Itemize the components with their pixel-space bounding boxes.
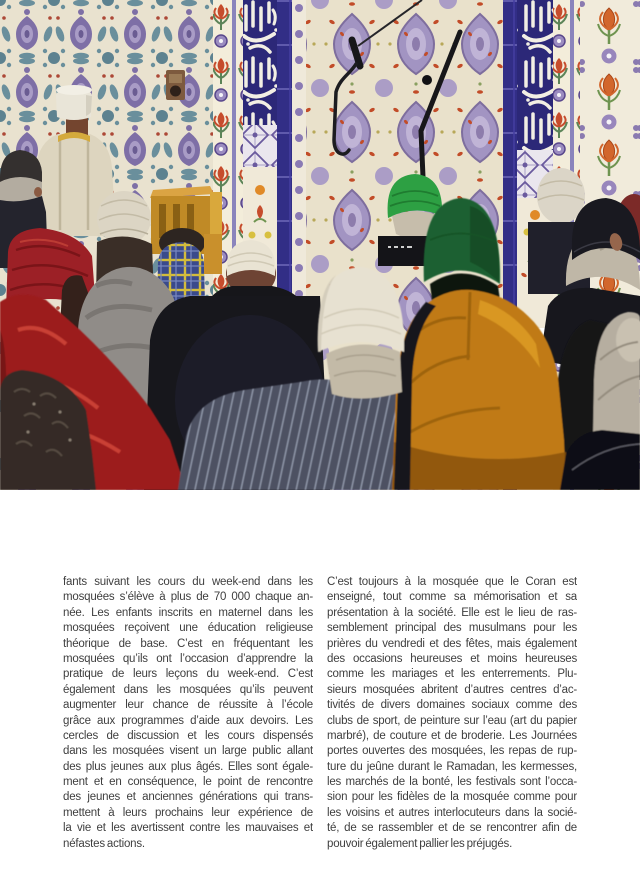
text-line: clubs de sport, de peinture sur l’eau (art du papier: [327, 714, 577, 727]
text-line: mosquées qu’ils ont l’occasion d’apprendre la: [63, 652, 313, 665]
text-line: également dans les mosquées qu’ils peuvent: [63, 683, 313, 696]
text-line: C’est toujours à la mosquée que le Coran est: [327, 576, 577, 588]
text-line: cercles de discussion et les cours dispensés: [63, 729, 313, 742]
text-line: marbré), de couture et de broderie. Les Journées: [327, 729, 577, 742]
text-line: ment et en conséquence, le point de rencontre: [63, 776, 313, 789]
text-line: mettent à leurs prochains leur expérience de: [63, 806, 313, 819]
text-column-left: [63, 575, 313, 852]
text-line: té, de se rassembler et de se rencontrer afin de: [327, 822, 577, 835]
text-line: néfastes actions.: [63, 837, 145, 850]
wall-speaker-box: [166, 70, 185, 100]
text-column-right: [327, 575, 577, 852]
text-line: théorique de base. C’est en fréquentant les: [63, 637, 313, 650]
text-line: mosquées s’élève à plus de 70 000 chaque an-: [63, 591, 313, 604]
text-line: prières du vendredi et des fêtes, mais également: [327, 637, 577, 650]
text-line: comme les mariages et les enterrements. Plu-: [327, 668, 577, 681]
text-line: portes ouvertes des mosquées, les repas de rup-: [327, 745, 577, 758]
text-line: mosquées reçoivent une éducation religieuse: [63, 622, 313, 635]
text-line: les marchés de la bonté, les festivals sont l’occa-: [327, 776, 577, 789]
text-line: fants suivant les cours du week-end dans les: [63, 576, 313, 588]
article-columns: [63, 575, 577, 852]
text-line: des plus jeunes aux plus âgés. Elles sont égale-: [63, 760, 313, 773]
text-line: ture du jeûne durant le Ramadan, les kermesses,: [327, 760, 577, 773]
text-line: sion pour les fidèles de la mosquée comme pour: [327, 791, 577, 804]
text-line: des jeunes et anciennes générations qui trans-: [63, 791, 313, 804]
text-line: augmenter leur chance de réussite à l’école: [63, 699, 313, 712]
text-line: des occasions heureuses et moins heureuses: [327, 652, 577, 665]
worshipper-white-kufi-front: [318, 267, 404, 399]
lectern-glow: [204, 234, 222, 274]
text-line: semblement principal des musulmans pour les: [327, 622, 577, 635]
text-line: la vie et les avertissent contre les mauvaises et: [63, 822, 313, 835]
text-line: pouvoir également pallier les préjugés.: [327, 837, 513, 850]
text-line: née. Les enfants inscrits en maternel dans les: [63, 606, 313, 619]
text-line: les voisins et autres interlocuteurs dans la socié-: [327, 806, 577, 819]
text-line: sieurs mosquées abritent d’autres centres d’ac-: [327, 683, 577, 696]
text-line: dans les mosquées visent un large public allant: [63, 745, 313, 758]
text-line: tivités de divers domaines sociaux comme des: [327, 699, 577, 712]
text-line: présentation à la société. Elle est le lieu de ras-: [327, 606, 577, 619]
mic-clamp: [422, 75, 432, 85]
text-line: grâce aux programmes d’aide aux devoirs. Les: [63, 714, 313, 727]
text-line: enseigné, tout comme sa mémorisation et sa: [327, 591, 577, 604]
text-line: pratique de leurs leçons du week-end. C’est: [63, 668, 313, 681]
